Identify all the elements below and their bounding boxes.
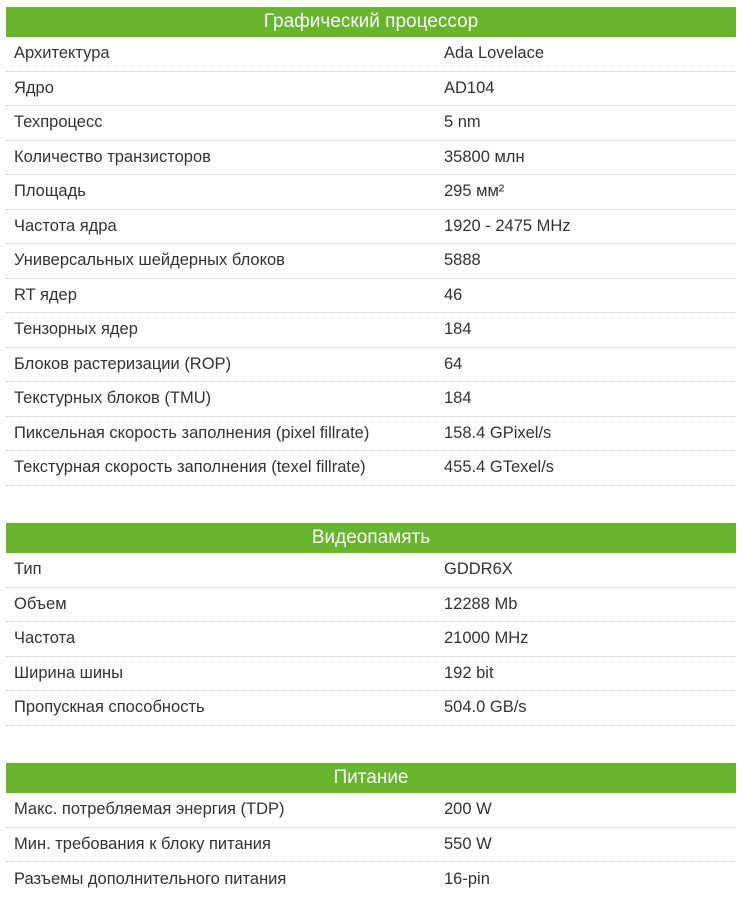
spec-label: Площадь: [14, 182, 86, 201]
spec-label: Объем: [14, 594, 67, 613]
spec-value: 1920 - 2475 MHz: [444, 216, 571, 235]
table-row: [6, 244, 736, 279]
spec-label: RT ядер: [14, 285, 77, 304]
spec-value: 184: [444, 389, 472, 408]
spec-label: Ширина шины: [14, 663, 124, 682]
spec-label: Техпроцесс: [14, 113, 103, 132]
table-row: [6, 382, 736, 417]
table-row: [6, 691, 736, 726]
spec-label: Частота ядра: [14, 216, 117, 235]
spec-label: Архитектура: [14, 44, 110, 63]
table-row: [6, 657, 736, 692]
spec-value: 504.0 GB/s: [444, 698, 527, 717]
spec-label: Пиксельная скорость заполнения (pixel fillrate): [14, 423, 370, 442]
spec-label: Ядро: [14, 78, 54, 97]
spec-value: 192 bit: [444, 663, 494, 682]
memory-spec-table: [6, 523, 736, 726]
spec-label: Универсальных шейдерных блоков: [14, 251, 285, 270]
spec-value: Ada Lovelace: [444, 44, 544, 63]
table-row: [6, 210, 736, 245]
spec-value: 184: [444, 320, 472, 339]
gpu-spec-table: [6, 7, 736, 486]
spec-value: 550 W: [444, 834, 492, 853]
power-spec-table: [6, 763, 736, 897]
power-section-header: Питание: [6, 763, 736, 793]
memory-section-header: Видеопамять: [6, 523, 736, 553]
spec-label: Блоков растеризации (ROP): [14, 354, 232, 373]
table-row: [6, 862, 736, 897]
spec-label: Макс. потребляемая энергия (TDP): [14, 800, 285, 819]
spec-label: Пропускная способность: [14, 698, 205, 717]
table-row: [6, 451, 736, 486]
table-row: [6, 828, 736, 863]
table-row: [6, 313, 736, 348]
spec-label: Мин. требования к блоку питания: [14, 834, 271, 853]
table-row: [6, 417, 736, 452]
table-row: [6, 37, 736, 72]
spec-label: Текстурных блоков (TMU): [14, 389, 212, 408]
spec-value: 158.4 GPixel/s: [444, 423, 552, 442]
spec-value: 21000 MHz: [444, 629, 529, 648]
spec-value: 16-pin: [444, 869, 490, 888]
spec-label: Частота: [14, 629, 76, 648]
table-row: [6, 793, 736, 828]
table-row: [6, 72, 736, 107]
spec-value: 12288 Mb: [444, 594, 518, 613]
table-row: [6, 348, 736, 383]
spec-value: 35800 млн: [444, 147, 525, 166]
spec-label: Разъемы дополнительного питания: [14, 869, 287, 888]
spec-value: 46: [444, 285, 463, 304]
table-row: [6, 588, 736, 623]
spec-label: Тензорных ядер: [14, 320, 138, 339]
spec-value: 5 nm: [444, 113, 481, 132]
spec-value: 455.4 GTexel/s: [444, 458, 555, 477]
spec-label: Тип: [14, 560, 42, 579]
table-row: [6, 279, 736, 314]
gpu-section-header: Графический процессор: [6, 7, 736, 37]
spec-value: 64: [444, 354, 463, 373]
table-row: [6, 622, 736, 657]
table-row: [6, 553, 736, 588]
table-row: [6, 175, 736, 210]
spec-label: Количество транзисторов: [14, 147, 211, 166]
spec-value: 200 W: [444, 800, 492, 819]
spec-value: AD104: [444, 78, 495, 97]
table-row: [6, 106, 736, 141]
spec-value: 5888: [444, 251, 481, 270]
table-row: [6, 141, 736, 176]
spec-value: GDDR6X: [444, 560, 513, 579]
spec-value: 295 мм²: [444, 182, 505, 201]
spec-label: Текстурная скорость заполнения (texel fillrate): [14, 458, 366, 477]
